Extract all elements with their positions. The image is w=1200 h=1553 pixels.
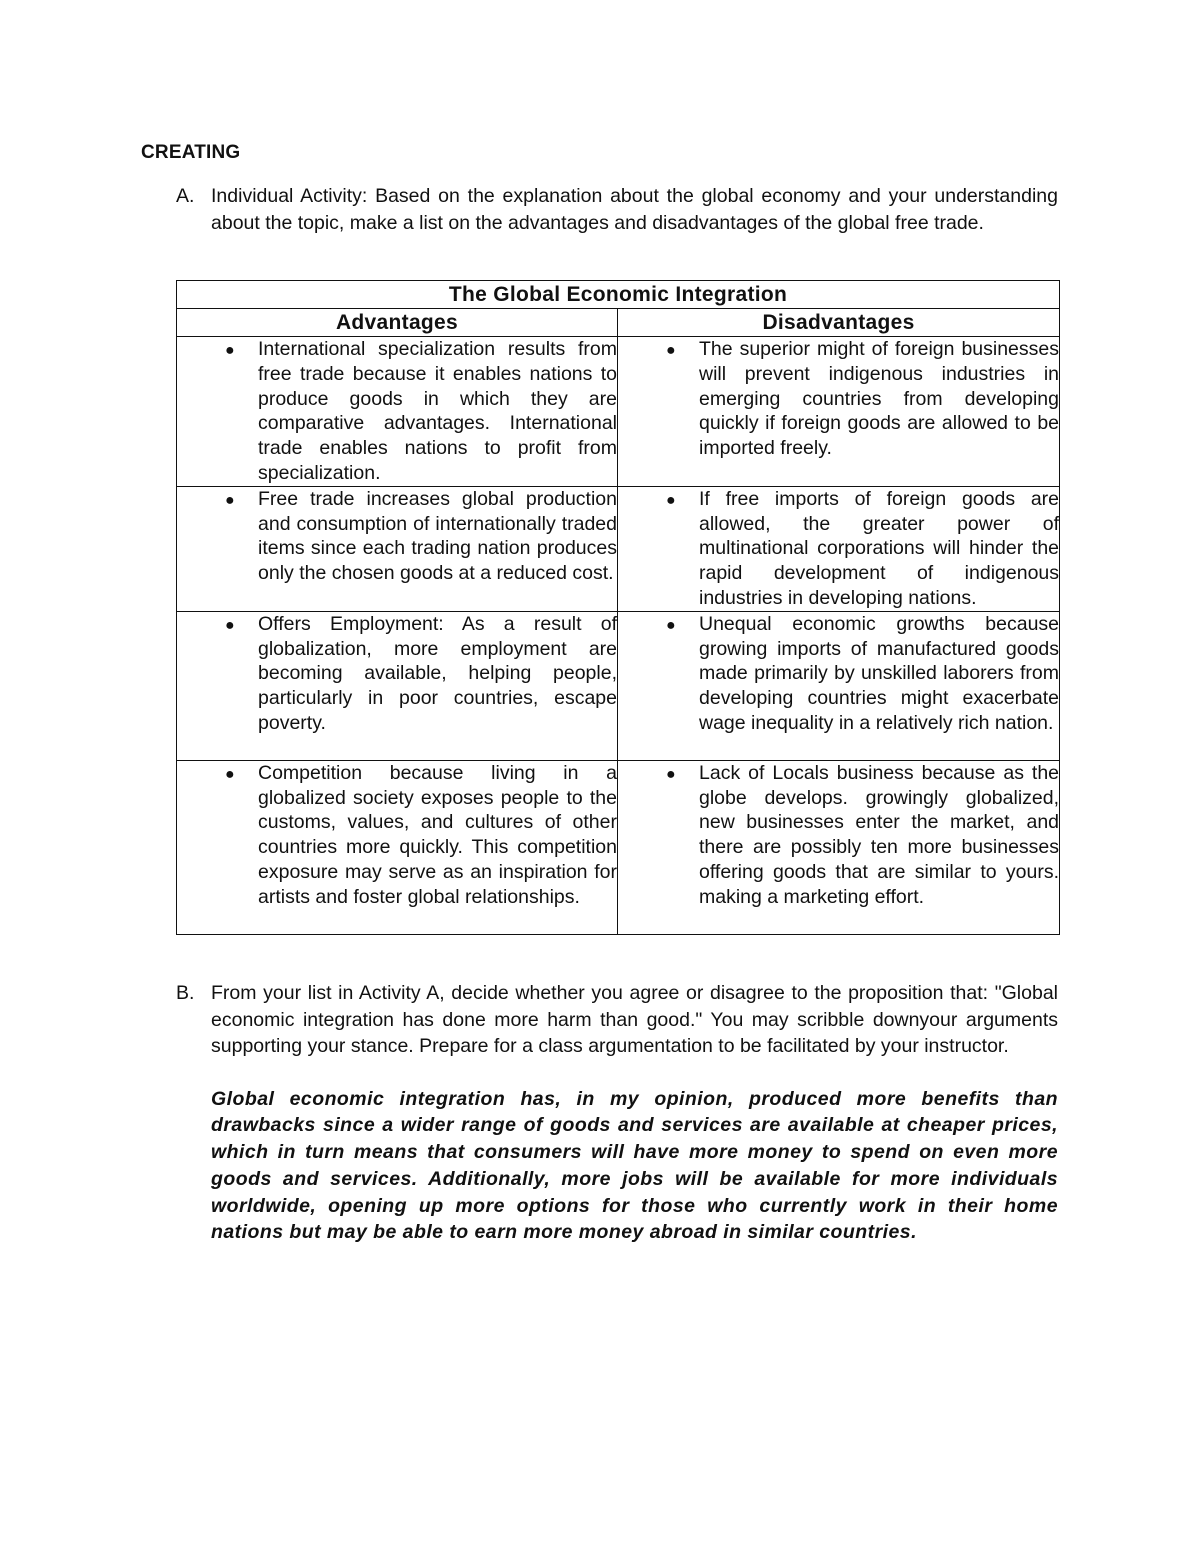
disadvantage-text: If free imports of foreign goods are allowed, the greater power of multinational corporations will hinder the rapid development of indigenous industries in developing nations. <box>699 487 1060 609</box>
advantages-header: Advantages <box>177 309 618 337</box>
advantage-text: Offers Employment: As a result of globalization, more employment are becoming available, helping people, particularly in poor countries, escape poverty. <box>258 612 617 734</box>
disadvantage-cell <box>618 760 1060 934</box>
disadvantage-text: Unequal economic growths because growing imports of manufactured goods made primarily by unskilled laborers from developing countries might exacerbate wage inequality in a relatively rich nation. <box>699 612 1060 734</box>
advantage-text: International specialization results from free trade because it enables nations to produce goods in which they are comparative advantages. International trade enables nations to profit from specialization. <box>258 338 617 484</box>
student-answer: Global economic integration has, in my opinion, produced more benefits than drawbacks since a wider range of goods and services are available at cheaper prices, which in turn means that consumers will have more money to spend on even more goods and services. Additionally, more jobs will be available for more individuals worldwide, opening up more options for those who currently work in their home nations but may be able to earn more money abroad in similar countries. <box>211 1087 1058 1244</box>
disadvantages-header: Disadvantages <box>618 309 1060 337</box>
disadvantage-cell <box>618 486 1060 611</box>
activity-a <box>176 183 1058 236</box>
section-heading: CREATING <box>141 142 241 163</box>
advantage-cell <box>177 486 618 611</box>
advantage-cell <box>177 611 618 760</box>
advantage-text: Competition because living in a globalized society exposes people to the customs, values, and cultures of other countries more quickly. This competition exposure may serve as an inspiration for artists and foster global relationships. <box>258 761 617 908</box>
activity-b-marker: B. <box>176 982 195 1004</box>
disadvantage-cell <box>618 337 1060 487</box>
table-row <box>177 760 1060 934</box>
activity-a-instructions: Individual Activity: Based on the explanation about the global economy and your understanding about the topic, make a list on the advantages and disadvantages of the global free trade. <box>211 185 1058 234</box>
disadvantage-text: The superior might of foreign businesses will prevent indigenous industries in emerging countries from developing quickly if foreign goods are allowed to be imported freely. <box>699 338 1060 460</box>
table-row <box>177 337 1060 487</box>
bullet-icon: ● <box>225 765 235 783</box>
bullet-icon: ● <box>666 342 676 359</box>
advantage-cell <box>177 337 618 487</box>
activity-b <box>176 980 1058 1246</box>
advantage-text: Free trade increases global production and consumption of internationally traded items since each trading nation produces only the chosen goods at a reduced cost. <box>258 487 617 585</box>
bullet-icon: ● <box>225 342 235 359</box>
bullet-icon: ● <box>225 491 235 509</box>
table-title: The Global Economic Integration <box>177 281 1060 309</box>
table-row <box>177 611 1060 760</box>
bullet-icon: ● <box>666 765 676 783</box>
activity-a-marker: A. <box>176 185 195 207</box>
advantage-cell <box>177 760 618 934</box>
disadvantage-cell <box>618 611 1060 760</box>
integration-table <box>176 280 1060 935</box>
bullet-icon: ● <box>225 616 235 634</box>
bullet-icon: ● <box>666 491 676 509</box>
disadvantage-text: Lack of Locals business because as the globe develops. growingly globalized, new businesses enter the market, and there are possibly ten more businesses offering goods that are similar to yours. making a marketing effort. <box>699 761 1060 908</box>
activity-b-instructions: From your list in Activity A, decide whether you agree or disagree to the proposition that: "Global economic integration has done more harm than good." You may scribble downyour arguments supporting your stance. Prepare for a class argumentation to be facilitated by your instructor. <box>211 982 1058 1057</box>
table-row <box>177 486 1060 611</box>
bullet-icon: ● <box>666 616 676 634</box>
